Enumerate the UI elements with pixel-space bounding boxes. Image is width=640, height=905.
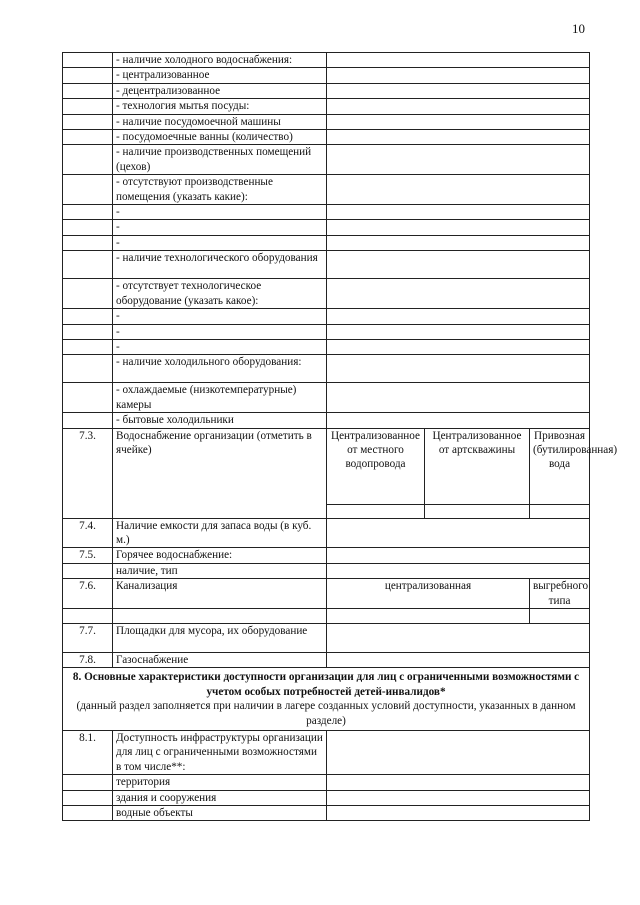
mark-cell[interactable] [530,608,590,623]
row-7-4 [63,518,590,548]
table-row [63,790,590,805]
row-label: - наличие холодного водоснабжения: [113,53,327,68]
row-label: - [113,339,327,354]
row-label: - наличие посудомоечной машины [113,114,327,129]
value-cell[interactable] [327,775,590,790]
table-row [63,205,590,220]
row-label: - [113,220,327,235]
table-row [63,413,590,428]
row-label: - технология мытья посуды: [113,99,327,114]
row-number: 7.8. [63,652,113,667]
row-number: 7.5. [63,548,113,563]
table-row [63,251,590,279]
table-row [63,383,590,413]
row-8-1 [63,731,590,775]
table-row [63,83,590,98]
row-number: 8.1. [63,731,113,775]
row-label: - [113,205,327,220]
row-label: Доступность инфраструктуры организации для лиц с ограниченными возможностями в том числе**: [113,731,327,775]
row-label: Водоснабжение организации (отметить в ячейке) [113,428,327,518]
table-row [63,339,590,354]
row-label: - наличие производственных помещений (цехов) [113,145,327,175]
row-7-3 [63,428,590,504]
row-number: 7.4. [63,518,113,548]
row-7-8 [63,652,590,667]
mark-cell[interactable] [327,608,530,623]
value-cell[interactable] [327,518,590,548]
page-number: 10 [572,21,585,36]
table-row [63,806,590,821]
table-row [63,355,590,383]
table-row [63,235,590,250]
row-7-6 [63,579,590,609]
section-note: (данный раздел заполняется при наличии в лагере созданных условий доступности, указанных в данном разделе) [76,700,576,727]
section-title: 8. Основные характеристики доступности организации для лиц с ограниченными возможностями с учетом особых потребностей детей-инвалидов* [72,671,580,698]
row-label: - децентрализованное [113,83,327,98]
row-label: территория [113,775,327,790]
row-label: - отсутствует технологическое оборудование (указать какое): [113,279,327,309]
value-cell[interactable] [327,623,590,652]
table-row [63,309,590,324]
row-label: - [113,235,327,250]
sewage-option-central: централизованная [327,579,530,609]
row-7-6-marks [63,608,590,623]
mark-cell[interactable] [327,504,425,518]
row-number: 7.6. [63,579,113,609]
table-row [63,68,590,83]
row-label: - бытовые холодильники [113,413,327,428]
row-7-5-sub [63,563,590,578]
row-label: - [113,324,327,339]
table-row [63,175,590,205]
table-row [63,220,590,235]
value-cell[interactable] [327,806,590,821]
row-label: - [113,309,327,324]
row-label: - посудомоечные ванны (количество) [113,130,327,145]
table-row [63,279,590,309]
row-number: 7.3. [63,428,113,518]
row-label: Канализация [113,579,327,609]
row-label: водные объекты [113,806,327,821]
table-row [63,130,590,145]
row-label: Газоснабжение [113,652,327,667]
sewage-option-cesspool: выгребного типа [530,579,590,609]
row-number: 7.7. [63,623,113,652]
mark-cell[interactable] [530,504,590,518]
table-row [63,53,590,68]
water-option-local: Централизованное от местного водопровода [327,428,425,504]
row-label: Площадки для мусора, их оборудование [113,623,327,652]
row-label: - наличие технологического оборудования [113,251,327,279]
row-label: здания и сооружения [113,790,327,805]
water-option-bottled: Привозная (бутилированная) вода [530,428,590,504]
row-label: - наличие холодильного оборудования: [113,355,327,383]
table-row [63,324,590,339]
value-cell[interactable] [327,790,590,805]
value-cell[interactable] [327,563,590,578]
mark-cell[interactable] [425,504,530,518]
row-label: наличие, тип [113,563,327,578]
characteristics-table [62,52,618,821]
table-row [63,114,590,129]
row-label: Наличие емкости для запаса воды (в куб. м.) [113,518,327,548]
row-label: - централизованное [113,68,327,83]
section-8-heading-row [63,668,590,731]
row-7-5 [63,548,590,563]
row-label: - охлаждаемые (низкотемпературные) камеры [113,383,327,413]
value-cell[interactable] [327,652,590,667]
row-label: Горячее водоснабжение: [113,548,327,563]
table-row [63,775,590,790]
table-row [63,145,590,175]
value-cell[interactable] [327,548,590,563]
value-cell[interactable] [327,731,590,775]
row-label: - отсутствуют производственные помещения (указать какие): [113,175,327,205]
water-option-artwell: Централизованное от артскважины [425,428,530,504]
row-7-7 [63,623,590,652]
table-row [63,99,590,114]
